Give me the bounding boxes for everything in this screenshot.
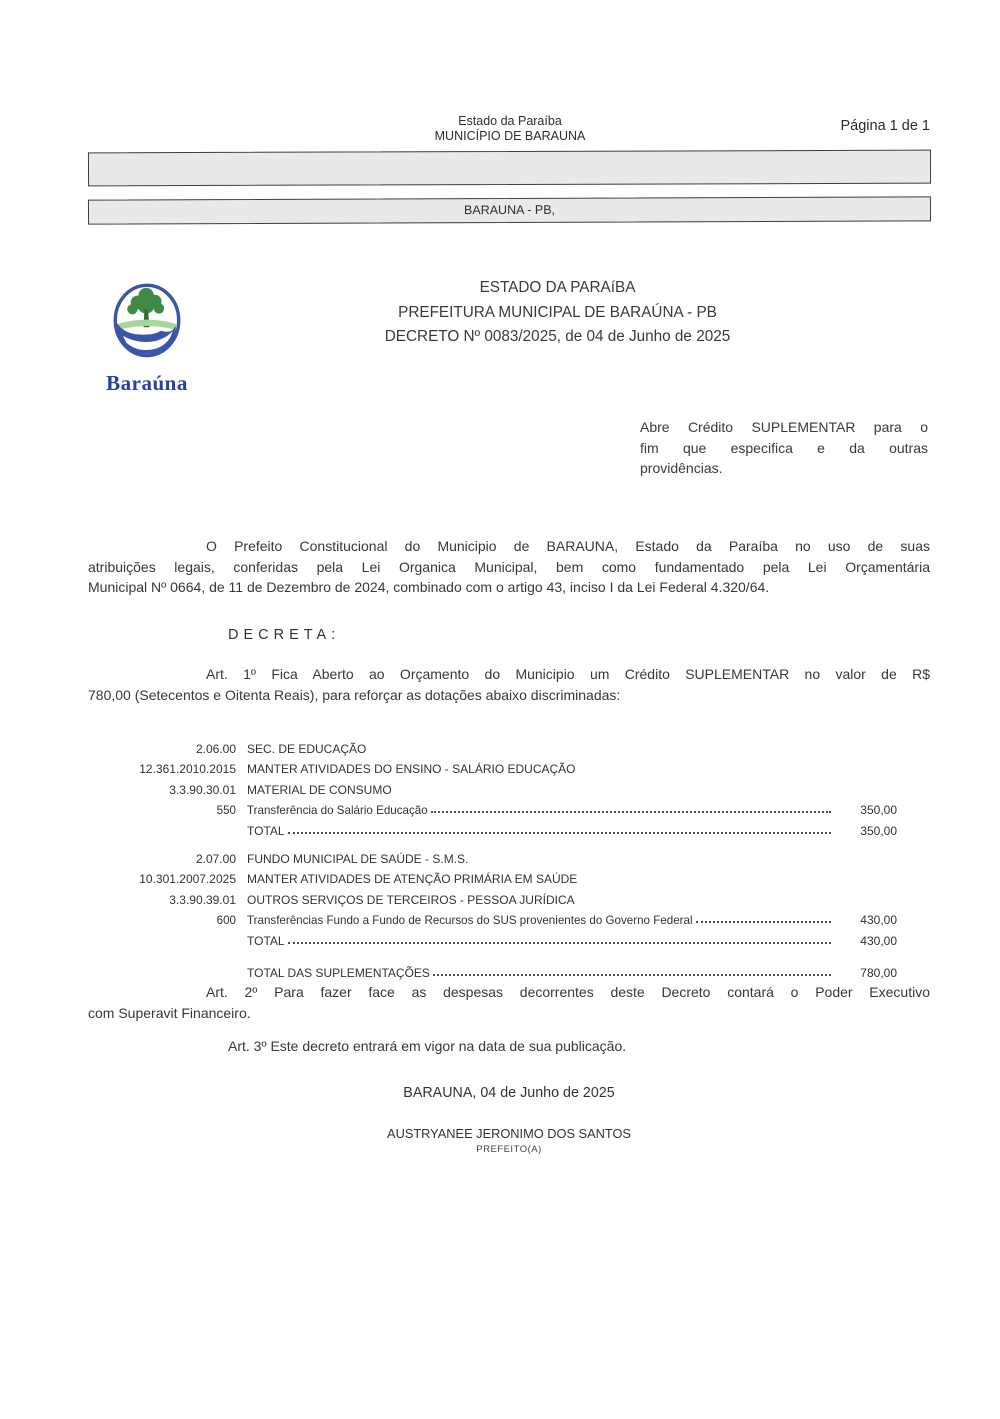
budget-code: 3.3.90.39.01: [169, 892, 236, 907]
budget-row: [88, 845, 897, 866]
article-2-line: Art. 2º Para fazer face as despesas decorrentes deste Decreto contará o Poder Executivo: [206, 984, 930, 1000]
budget-desc: Transferência do Salário Educação: [247, 804, 428, 818]
budget-desc: MANTER ATIVIDADES DO ENSINO - SALÁRIO EDUCAÇÃO: [247, 762, 576, 777]
article-2: [88, 982, 930, 1023]
dotted-leader: [288, 942, 831, 944]
budget-row: [88, 886, 897, 907]
dotted-leader: [433, 974, 831, 976]
budget-code: 2.07.00: [195, 851, 236, 866]
budget-row: [88, 756, 897, 777]
preamble-line: Municipal Nº 0664, de 11 de Dezembro de 2024, combinado com o artigo 43, inciso I da Lei Federal 4.320/64.: [88, 579, 770, 596]
budget-desc: FUNDO MUNICIPAL DE SAÚDE - S.M.S.: [247, 851, 469, 866]
dotted-leader: [288, 832, 831, 834]
page-number: Página 1 de 1: [840, 118, 930, 134]
title-state: ESTADO DA PARAíBA: [479, 279, 636, 296]
article-1-line: 780,00 (Setecentos e Oitenta Reais), para reforçar as dotações abaixo discriminadas:: [88, 686, 621, 703]
header-state-line: Estado da Paraíba: [458, 114, 562, 128]
header-office: [90, 114, 930, 144]
budget-amount: 350,00: [860, 803, 897, 818]
header-band-city: BARAUNA - PB,: [88, 196, 931, 224]
decree-title: [190, 276, 925, 350]
budget-code: 3.3.90.30.01: [169, 782, 236, 797]
budget-block-spacer: [88, 948, 897, 959]
signature-name: AUSTRYANEE JERONIMO DOS SANTOS: [387, 1126, 631, 1141]
budget-row: [88, 907, 897, 928]
decree-summary: [640, 417, 928, 479]
budget-code: 2.06.00: [195, 741, 236, 756]
article-2-line: com Superavit Financeiro.: [88, 1004, 251, 1021]
budget-desc: SEC. DE EDUCAÇÃO: [247, 741, 367, 756]
budget-total-row: [88, 817, 897, 838]
budget-desc: TOTAL: [247, 823, 285, 838]
budget-row: [88, 797, 897, 818]
logo-caption: Baraúna: [106, 371, 188, 395]
preamble-line: O Prefeito Constitucional do Municipio de BARAUNA, Estado da Paraíba no uso de suas: [206, 538, 930, 554]
summary-line: fim que especifica e da outras: [640, 439, 928, 456]
grand-total-label: TOTAL DAS SUPLEMENTAÇÕES: [247, 965, 430, 980]
header-municipality-line: MUNICÍPIO DE BARAUNA: [434, 129, 586, 143]
budget-desc: TOTAL: [247, 933, 285, 948]
preamble-line: atribuições legais, conferidas pela Lei Organica Municipal, bem como fundamentado pela Lei Orçamentária: [88, 558, 930, 575]
dotted-leader: [696, 921, 831, 923]
municipal-logo: [94, 281, 200, 396]
decreta-heading: DECRETA:: [228, 627, 341, 643]
budget-code: 12.361.2010.2015: [139, 762, 236, 777]
budget-code: 600: [216, 914, 236, 928]
title-prefeitura: PREFEITURA MUNICIPAL DE BARAÚNA - PB: [398, 303, 717, 321]
budget-row: [88, 735, 897, 756]
budget-block-spacer: [88, 838, 897, 845]
article-1: [88, 664, 930, 705]
budget-desc: Transferências Fundo a Fundo de Recursos do SUS provenientes do Governo Federal: [247, 914, 693, 928]
budget-code: 550: [216, 804, 236, 818]
budget-desc: MANTER ATIVIDADES DE ATENÇÃO PRIMÁRIA EM SAÚDE: [247, 872, 578, 887]
preamble-paragraph: [88, 536, 930, 598]
barauna-emblem-icon: [104, 281, 190, 365]
budget-desc: OUTROS SERVIÇOS DE TERCEIROS - PESSOA JURÍDICA: [247, 892, 575, 907]
budget-amount: 430,00: [860, 913, 897, 928]
summary-line: Abre Crédito SUPLEMENTAR para o: [640, 419, 928, 435]
signature-role: PREFEITO(A): [476, 1144, 542, 1155]
article-1-line: Art. 1º Fica Aberto ao Orçamento do Municipio um Crédito SUPLEMENTAR no valor de R$: [206, 666, 930, 682]
budget-grand-total-row: [88, 959, 897, 980]
header-band-empty: [88, 150, 931, 187]
budget-row: [88, 776, 897, 797]
article-3: Art. 3º Este decreto entrará em vigor na data de sua publicação.: [228, 1038, 627, 1054]
summary-line: providências.: [640, 460, 723, 476]
dotted-leader: [431, 811, 831, 813]
grand-total-amount: 780,00: [860, 965, 897, 980]
dateline: BARAUNA, 04 de Junho de 2025: [403, 1085, 615, 1101]
budget-amount: 350,00: [860, 823, 897, 838]
budget-desc: MATERIAL DE CONSUMO: [247, 782, 392, 797]
budget-table: [88, 735, 897, 980]
budget-code: 10.301.2007.2025: [139, 872, 236, 887]
budget-total-row: [88, 927, 897, 948]
title-decreto-number: DECRETO Nº 0083/2025, de 04 de Junho de 2025: [384, 328, 731, 346]
budget-amount: 430,00: [860, 933, 897, 948]
budget-row: [88, 866, 897, 887]
